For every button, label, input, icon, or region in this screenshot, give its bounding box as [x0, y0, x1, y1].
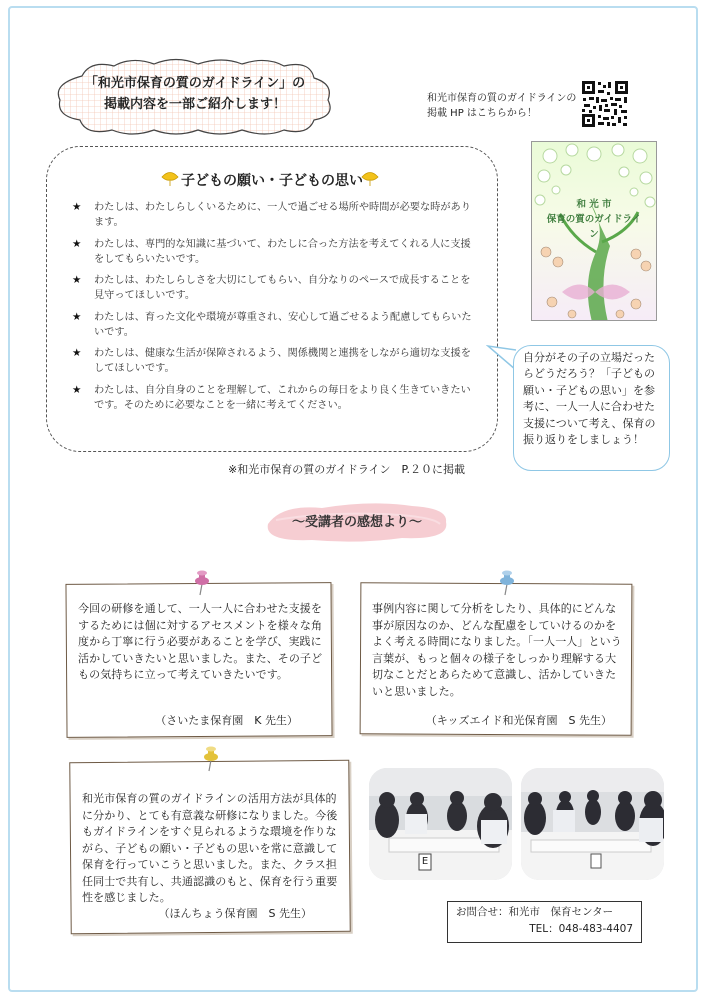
- wishes-list: [70, 200, 480, 419]
- workshop-scene-1: [369, 768, 512, 880]
- wish-text: わたしは、わたしらしくいるために、一人で過ごせる場所や時間が必要な時があります。: [94, 202, 471, 228]
- star-bullet: ★: [72, 347, 82, 359]
- star-bullet: ★: [72, 237, 82, 250]
- workshop-photo-1: [369, 768, 512, 880]
- pushpin-icon: [498, 570, 516, 596]
- table-sign: E: [421, 856, 429, 867]
- wish-item: [70, 273, 480, 303]
- contact-phone[interactable]: TEL：048-483-4407: [529, 923, 633, 935]
- hp-note: [427, 91, 577, 121]
- wish-item: [70, 237, 480, 267]
- qr-code-icon[interactable]: [581, 80, 629, 128]
- star-bullet: ★: [72, 310, 82, 323]
- impression-sign-3: （ほんちょう保育園 S 先生）: [158, 907, 312, 920]
- wish-text: わたしは、専門的な知識に基づいて、わたしに合った方法を考えてくれる人に支援をしてもらいたいです。: [94, 238, 471, 265]
- wish-item: [70, 346, 480, 376]
- cloud-heading-line-1: 「和光市保育の質のガイドライン」の: [84, 76, 306, 91]
- cover-title-line-2: 保育の質のガイドライン: [546, 214, 642, 240]
- source-note: ※和光市保育の質のガイドライン P.２０に掲載: [228, 463, 465, 476]
- wish-text: わたしは、健康な生活が保障されるよう、関係機関と連携をしながら適切な支援をしてほしいです。: [94, 348, 471, 374]
- impressions-heading: ～受講者の感想より～: [291, 515, 422, 530]
- wish-item: [70, 200, 480, 230]
- cover-title: [546, 197, 642, 242]
- cloud-heading-line-2: 掲載内容を一部ご紹介します！: [103, 97, 286, 112]
- impression-text-2: 事例内容に関して分析をしたり、具体的にどんな事が原因なのか、どんな配慮をしていけるのかをよく考える時間になりました。「一人一人」という言葉が、もっと個々の様子をしっかり理解する大切なことだとあらためて意識し、活かしていきたいと思いました。: [372, 602, 622, 698]
- ginkgo-leaf-icon: [360, 171, 380, 187]
- wish-text: わたしは、わたしらしさを大切にしてもらい、自分なりのペースで成長することを見守ってほしいです。: [94, 275, 471, 301]
- hp-note-line-2: 掲載 HP はこちらから！: [427, 108, 537, 119]
- wishes-title: 子どもの願い・子どもの思い: [181, 173, 363, 189]
- star-bullet: ★: [72, 201, 82, 213]
- impression-sign-1: （さいたま保育園 K 先生）: [155, 714, 298, 727]
- cover-title-line-1: 和 光 市: [576, 199, 612, 210]
- contact-line-1: お問合せ：和光市 保育センター: [456, 906, 614, 918]
- impression-sign-2: （キッズエイド和光保育園 S 先生）: [425, 714, 612, 727]
- star-bullet: ★: [72, 383, 82, 396]
- contact-box: [447, 901, 642, 943]
- impression-text-3: 和光市保育の質のガイドラインの活用方法が具体的に分かり、とても有意義な研修になりました。今後もガイドラインをすぐ見られるような環境を作りながら、子どもの願い・子どもの思いを常に意識して保育を行っていこうと思いました。また、クラス担任同士で共有し、共通認識のもと、保育を行う重要性を感じました。: [82, 792, 338, 904]
- workshop-photo-2: [521, 768, 664, 880]
- wish-text: わたしは、育った文化や環境が尊重され、安心して過ごせるよう配慮してもらいたいです。: [94, 311, 472, 338]
- cloud-heading-text: [70, 73, 320, 115]
- speech-bubble-text: 自分がその子の立場だったらどうだろう？「子どもの願い・子どもの思い」を参考に、一人一人に合わせた支援について考え、保育の振り返りをしましょう！: [523, 351, 656, 447]
- wish-text: わたしは、自分自身のことを理解して、これからの毎日をより良く生きていきたいです。そのために必要なことを一緒に考えてください。: [94, 384, 471, 411]
- pushpin-icon: [193, 570, 211, 596]
- wish-item: [70, 383, 480, 413]
- pushpin-icon: [202, 746, 220, 772]
- wish-item: [70, 310, 480, 340]
- workshop-scene-2: [521, 768, 664, 880]
- hp-note-line-1: 和光市保育の質のガイドラインの: [427, 93, 577, 104]
- impression-text-1: 今回の研修を通して、一人一人に合わせた支援をするためには個に対するアセスメントを様々な角度から丁寧に行う必要があることを学び、実践に活かしていきたいと思いました。また、その子どもの気持ちに立って考えていきたいです。: [78, 602, 323, 681]
- star-bullet: ★: [72, 274, 82, 286]
